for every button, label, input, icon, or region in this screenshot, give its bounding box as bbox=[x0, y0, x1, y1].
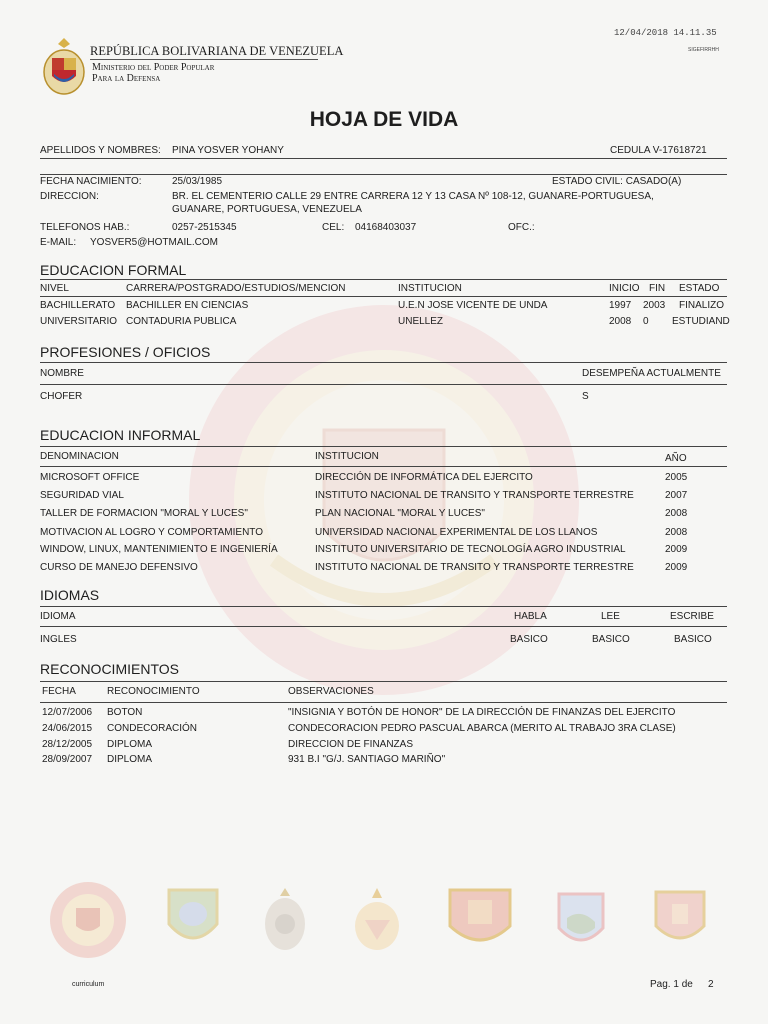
birth-label: FECHA NACIMIENTO: bbox=[40, 176, 142, 187]
col-header: INSTITUCION bbox=[398, 283, 462, 294]
email-value: YOSVER5@HOTMAIL.COM bbox=[90, 237, 218, 248]
table-cell: CURSO DE MANEJO DEFENSIVO bbox=[40, 562, 198, 573]
table-cell: CONDECORACIÓN bbox=[107, 723, 198, 734]
address-line-2: GUANARE, PORTUGUESA, VENEZUELA bbox=[172, 204, 362, 215]
table-cell: U.E.N JOSE VICENTE DE UNDA bbox=[398, 300, 548, 311]
navy-seal-icon bbox=[260, 880, 310, 960]
table-cell: CONTADURIA PUBLICA bbox=[126, 316, 237, 327]
col-header: FECHA bbox=[42, 686, 76, 697]
table-cell: FINALIZO bbox=[679, 300, 725, 311]
table-cell: 2007 bbox=[665, 490, 688, 501]
header-rule bbox=[40, 702, 727, 703]
col-header: NIVEL bbox=[40, 283, 69, 294]
table-cell: BASICO bbox=[592, 634, 630, 645]
phones-label: TELEFONOS HAB.: bbox=[40, 222, 130, 233]
col-header: DESEMPEÑA ACTUALMENTE bbox=[582, 368, 721, 379]
header-rule bbox=[40, 384, 727, 385]
table-cell: MOTIVACION AL LOGRO Y COMPORTAMIENTO bbox=[40, 527, 264, 538]
cel-value: 04168403037 bbox=[355, 222, 417, 233]
table-cell: BASICO bbox=[510, 634, 548, 645]
table-cell: 2008 bbox=[609, 316, 632, 327]
cel-label: CEL: bbox=[322, 222, 345, 233]
table-cell: BACHILLER EN CIENCIAS bbox=[126, 300, 249, 311]
col-header: HABLA bbox=[514, 611, 547, 622]
table-cell: DIRECCION DE FINANZAS bbox=[288, 739, 414, 750]
name-value: PINA YOSVER YOHANY bbox=[172, 145, 284, 156]
table-cell: INGLES bbox=[40, 634, 77, 645]
section-title-professions: PROFESIONES / OFICIOS bbox=[40, 344, 211, 360]
army-seal-icon bbox=[48, 880, 128, 960]
table-cell: UNIVERSIDAD NACIONAL EXPERIMENTAL DE LOS LLANOS bbox=[315, 527, 598, 538]
col-header: IDIOMA bbox=[40, 611, 76, 622]
header-rule bbox=[40, 466, 727, 467]
table-cell: 2008 bbox=[665, 508, 688, 519]
header-rule bbox=[40, 626, 727, 627]
table-cell: MICROSOFT OFFICE bbox=[40, 472, 140, 483]
section-title-awards: RECONOCIMIENTOS bbox=[40, 661, 179, 677]
table-cell: DIPLOMA bbox=[107, 739, 153, 750]
table-cell: DIRECCIÓN DE INFORMÁTICA DEL EJERCITO bbox=[315, 472, 533, 483]
table-cell: UNIVERSITARIO bbox=[40, 316, 118, 327]
col-header: FIN bbox=[649, 283, 666, 294]
address-label: DIRECCION: bbox=[40, 191, 99, 202]
table-cell: "INSIGNIA Y BOTÓN DE HONOR" DE LA DIRECCIÓN DE FINANZAS DEL EJERCITO bbox=[288, 707, 676, 718]
cedula-value: CEDULA V-17618721 bbox=[610, 145, 707, 156]
footer-label: curriculum bbox=[72, 981, 105, 988]
table-cell: WINDOW, LINUX, MANTENIMIENTO E INGENIERÍA bbox=[40, 544, 278, 555]
table-cell: 28/12/2005 bbox=[42, 739, 93, 750]
page-title: HOJA DE VIDA bbox=[309, 108, 459, 131]
table-cell: S bbox=[582, 391, 589, 402]
page-total: 2 bbox=[708, 979, 714, 990]
col-header: DENOMINACION bbox=[40, 451, 119, 462]
aviation-seal-icon bbox=[350, 880, 405, 960]
table-cell: INSTITUTO UNIVERSITARIO DE TECNOLOGÍA AGRO INDUSTRIAL bbox=[315, 544, 626, 555]
table-cell: INSTITUTO NACIONAL DE TRANSITO Y TRANSPORTE TERRESTRE bbox=[315, 490, 634, 501]
table-cell: BACHILLERATO bbox=[40, 300, 116, 311]
col-header: ESTADO bbox=[679, 283, 720, 294]
divider bbox=[40, 158, 727, 159]
table-cell: 931 B.I "G/J. SANTIAGO MARIÑO" bbox=[288, 754, 446, 765]
coat-of-arms-icon bbox=[40, 34, 88, 98]
ministry-line-1: Ministerio del Poder Popular bbox=[92, 62, 215, 73]
table-cell: 2005 bbox=[665, 472, 688, 483]
table-cell: 12/07/2006 bbox=[42, 707, 93, 718]
ofc-label: OFC.: bbox=[508, 222, 535, 233]
header-rule bbox=[90, 59, 318, 60]
section-rule bbox=[40, 362, 727, 363]
page-label: Pag. 1 de bbox=[650, 979, 693, 990]
table-cell: 0 bbox=[643, 316, 649, 327]
section-rule bbox=[40, 606, 727, 607]
table-cell: CONDECORACION PEDRO PASCUAL ABARCA (MERITO AL TRABAJO 3RA CLASE) bbox=[288, 723, 676, 734]
table-cell: DIPLOMA bbox=[107, 754, 153, 765]
table-cell: PLAN NACIONAL "MORAL Y LUCES" bbox=[315, 508, 485, 519]
ministry-line-2: Para la Defensa bbox=[92, 73, 161, 84]
divider bbox=[40, 174, 727, 175]
table-cell: TALLER DE FORMACION "MORAL Y LUCES" bbox=[40, 508, 248, 519]
civil-status: ESTADO CIVIL: CASADO(A) bbox=[552, 176, 682, 187]
col-header: INICIO bbox=[609, 283, 640, 294]
address-line-1: BR. EL CEMENTERIO CALLE 29 ENTRE CARRERA 12 Y 13 CASA Nº 108-12, GUANARE-PORTUGUESA, bbox=[172, 191, 654, 202]
section-title-informal: EDUCACION INFORMAL bbox=[40, 427, 201, 443]
email-label: E-MAIL: bbox=[40, 237, 77, 248]
academy-seal-icon bbox=[555, 888, 607, 954]
col-header: INSTITUCION bbox=[315, 451, 379, 462]
table-cell: 2003 bbox=[643, 300, 666, 311]
command-seal-icon bbox=[650, 884, 710, 952]
table-cell: 28/09/2007 bbox=[42, 754, 93, 765]
section-rule bbox=[40, 279, 727, 280]
col-header: OBSERVACIONES bbox=[288, 686, 374, 697]
table-cell: 2008 bbox=[665, 527, 688, 538]
section-title-languages: IDIOMAS bbox=[40, 587, 100, 603]
table-cell: 2009 bbox=[665, 544, 688, 555]
table-cell: UNELLEZ bbox=[398, 316, 444, 327]
table-cell: BASICO bbox=[674, 634, 712, 645]
table-cell: 1997 bbox=[609, 300, 632, 311]
col-header: AÑO bbox=[665, 453, 687, 464]
col-header: ESCRIBE bbox=[670, 611, 714, 622]
birth-value: 25/03/1985 bbox=[172, 176, 223, 187]
phone-home: 0257-2515345 bbox=[172, 222, 237, 233]
system-code: SIGEFIRRHH bbox=[688, 47, 719, 53]
guard-seal-icon bbox=[163, 884, 223, 954]
republic-heading: REPÚBLICA BOLIVARIANA DE VENEZUELA bbox=[90, 44, 344, 58]
header-rule bbox=[40, 296, 727, 297]
print-timestamp: 12/04/2018 14.11.35 bbox=[614, 28, 717, 38]
table-cell: ESTUDIAND bbox=[672, 316, 730, 327]
section-title-formal: EDUCACION FORMAL bbox=[40, 262, 187, 278]
table-cell: INSTITUTO NACIONAL DE TRANSITO Y TRANSPORTE TERRESTRE bbox=[315, 562, 634, 573]
section-rule bbox=[40, 681, 727, 682]
name-label: APELLIDOS Y NOMBRES: bbox=[40, 145, 161, 156]
militia-seal-icon bbox=[444, 884, 516, 954]
section-rule bbox=[40, 446, 727, 447]
table-cell: CHOFER bbox=[40, 391, 83, 402]
table-cell: 2009 bbox=[665, 562, 688, 573]
table-cell: SEGURIDAD VIAL bbox=[40, 490, 124, 501]
table-cell: BOTON bbox=[107, 707, 143, 718]
col-header: RECONOCIMIENTO bbox=[107, 686, 200, 697]
col-header: NOMBRE bbox=[40, 368, 84, 379]
table-cell: 24/06/2015 bbox=[42, 723, 93, 734]
col-header: LEE bbox=[601, 611, 620, 622]
col-header: CARRERA/POSTGRADO/ESTUDIOS/MENCION bbox=[126, 283, 346, 294]
